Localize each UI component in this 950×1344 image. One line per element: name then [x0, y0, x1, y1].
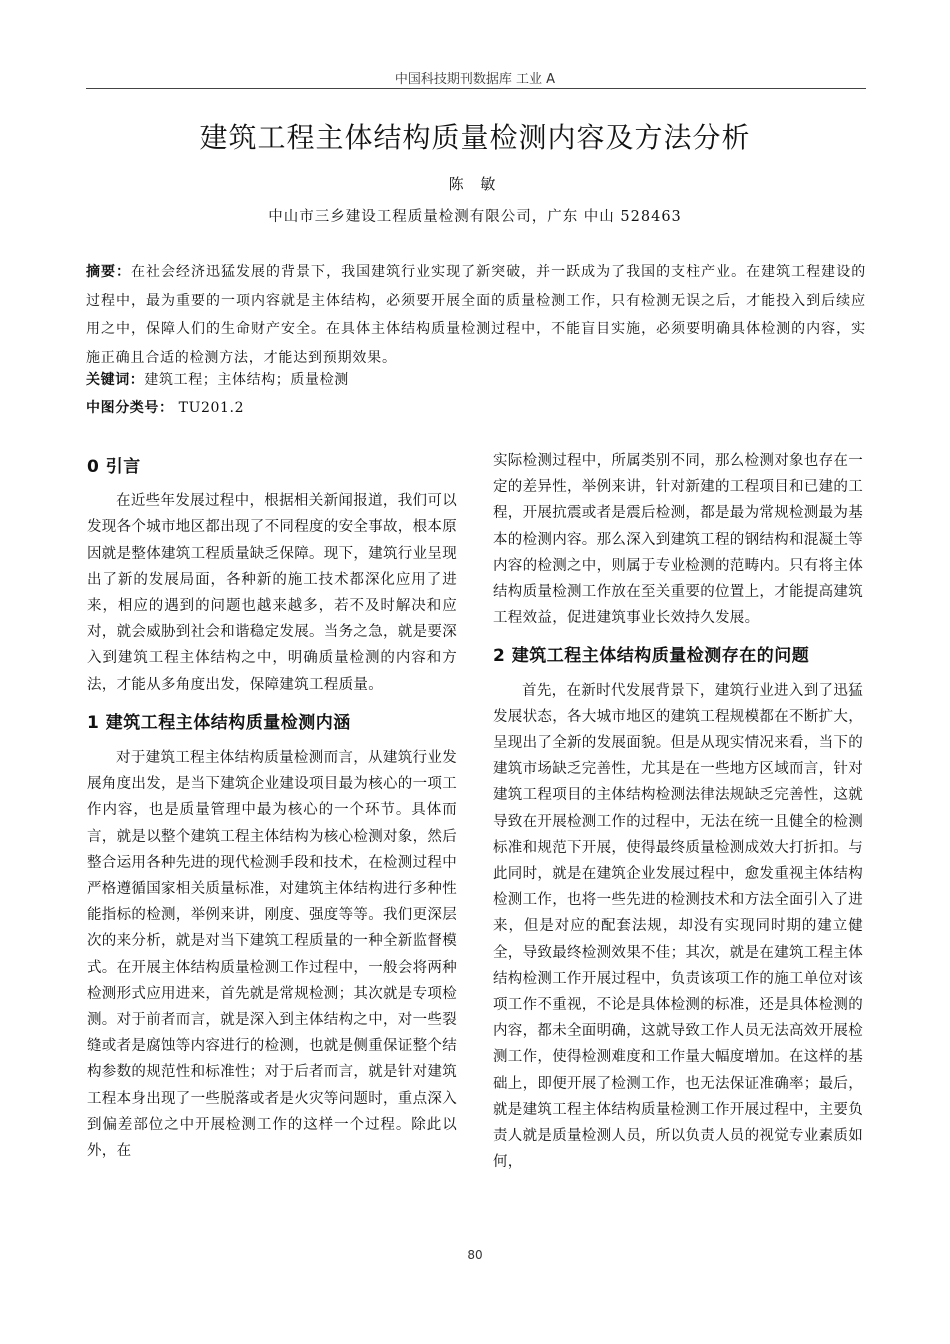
- author-affiliation: 中山市三乡建设工程质量检测有限公司，广东 中山 528463: [268, 209, 682, 225]
- article-title: 建筑工程主体结构质量检测内容及方法分析: [199, 121, 751, 154]
- running-head: 中国科技期刊数据库 工业 A: [394, 72, 556, 87]
- abstract-label: 摘要：: [86, 264, 132, 280]
- abstract-text: 在社会经济迅猛发展的背景下，我国建筑行业实现了新突破，并一跃成为了我国的支柱产业。在建筑工程建设的过程中，最为重要的一项内容就是主体结构，必须要开展全面的质量检测工作，只有检测无误之后，才能投入到后续应用之中，保障人们的生命财产安全。在具体主体结构质量检测过程中，不能盲目实施，必须要明确具体检测的内容，实施正确且合适的检测方法，才能达到预期效果。: [86, 264, 866, 366]
- left-column: [87, 454, 457, 1164]
- clc-line: [86, 397, 866, 417]
- keywords-label: 关键词：: [86, 372, 145, 388]
- intro-heading: 0 引言: [87, 457, 141, 477]
- section-1-paragraph-continued: 实际检测过程中，所属类别不同，那么检测对象也存在一定的差异性，举例来讲，针对新建的工程项目和已建的工程，开展抗震或者是震后检测，都是最为常规检测最为基本的检测内容。那么深入到建筑工程的钢结构和混凝土等内容的检测之中，则属于专业检测的范畴内。只有将主体结构质量检测工作放在至关重要的位置上，才能提高建筑工程效益，促进建筑事业长效持久发展。: [493, 453, 863, 627]
- abstract: [86, 258, 866, 372]
- section-2-heading: 2 建筑工程主体结构质量检测存在的问题: [493, 646, 810, 667]
- intro-paragraph: 在近些年发展过程中，根据相关新闻报道，我们可以发现各个城市地区都出现了不同程度的安全事故，根本原因就是整体建筑工程质量缺乏保障。现下，建筑行业呈现出了新的发展局面，各种新的施工技术都深化应用了进来，相应的遇到的问题也越来越多，若不及时解决和应对，就会威胁到社会和谐稳定发展。当务之急，就是要深入到建筑工程主体结构之中，明确质量检测的内容和方法，才能从多角度出发，保障建筑工程质量。: [87, 493, 457, 693]
- section-2-paragraph: 首先，在新时代发展背景下，建筑行业进入到了迅猛发展状态，各大城市地区的建筑工程规模都在不断扩大，呈现出了全新的发展面貌。但是从现实情况来看，当下的建筑市场缺乏完善性，尤其是在一些地方区域而言，针对建筑工程项目的主体结构检测法律法规缺乏完善性，这就导致在开展检测工作的过程中，无法在统一且健全的检测标准和规范下开展，使得最终质量检测成效大打折扣。与此同时，就是在建筑企业发展过程中，愈发重视主体结构检测工作，也将一些先进的检测技术和方法全面引入了进来，但是对应的配套法规，却没有实现同时期的建立健全，导致最终检测效果不佳；其次，就是在建筑工程主体结构检测工作开展过程中，负责该项工作的施工单位对该项工作不重视，不论是具体检测的标准，还是具体检测的内容，都未全面明确，这就导致工作人员无法高效开展检测工作，使得检测难度和工作量大幅度增加。在这样的基础上，即便开展了检测工作，也无法保证准确率；最后，就是建筑工程主体结构质量检测工作开展过程中，主要负责人就是质量检测人员，所以负责人员的视觉专业素质如何，: [493, 682, 863, 1171]
- page-number: 80: [467, 1248, 483, 1262]
- clc-label: 中图分类号：: [86, 400, 174, 416]
- keywords-text: 建筑工程；主体结构；质量检测: [144, 372, 349, 388]
- section-1-paragraph: 对于建筑工程主体结构质量检测而言，从建筑行业发展角度出发，是当下建筑企业建设项目最为核心的一项工作内容，也是质量管理中最为核心的一个环节。具体而言，就是以整个建筑工程主体结构为核心检测对象，然后整合运用各种先进的现代检测手段和技术，在检测过程中严格遵循国家相关质量标准，对建筑主体结构进行多种性能指标的检测，举例来讲，刚度、强度等等。我们更深层次的来分析，就是对当下建筑工程质量的一种全新监督模式。在开展主体结构质量检测工作过程中，一般会将两种检测形式应用进来，首先就是常规检测；其次就是专项检测。对于前者而言，就是深入到主体结构之中，对一些裂缝或者是腐蚀等内容进行的检测，也就是侧重保证整个结构参数的规范性和标准性；对于后者而言，就是针对建筑工程本身出现了一些脱落或者是火灾等问题时，重点深入到偏差部位之中开展检测工作的这样一个过程。除此以外，在: [87, 750, 457, 1160]
- section-1-heading: 1 建筑工程主体结构质量检测内涵: [87, 712, 351, 733]
- author-name: 陈 敏: [448, 175, 502, 193]
- clc-text: TU201.2: [173, 400, 245, 416]
- keywords-line: [86, 369, 866, 389]
- header-rule: [86, 88, 866, 89]
- right-column: [493, 448, 863, 1175]
